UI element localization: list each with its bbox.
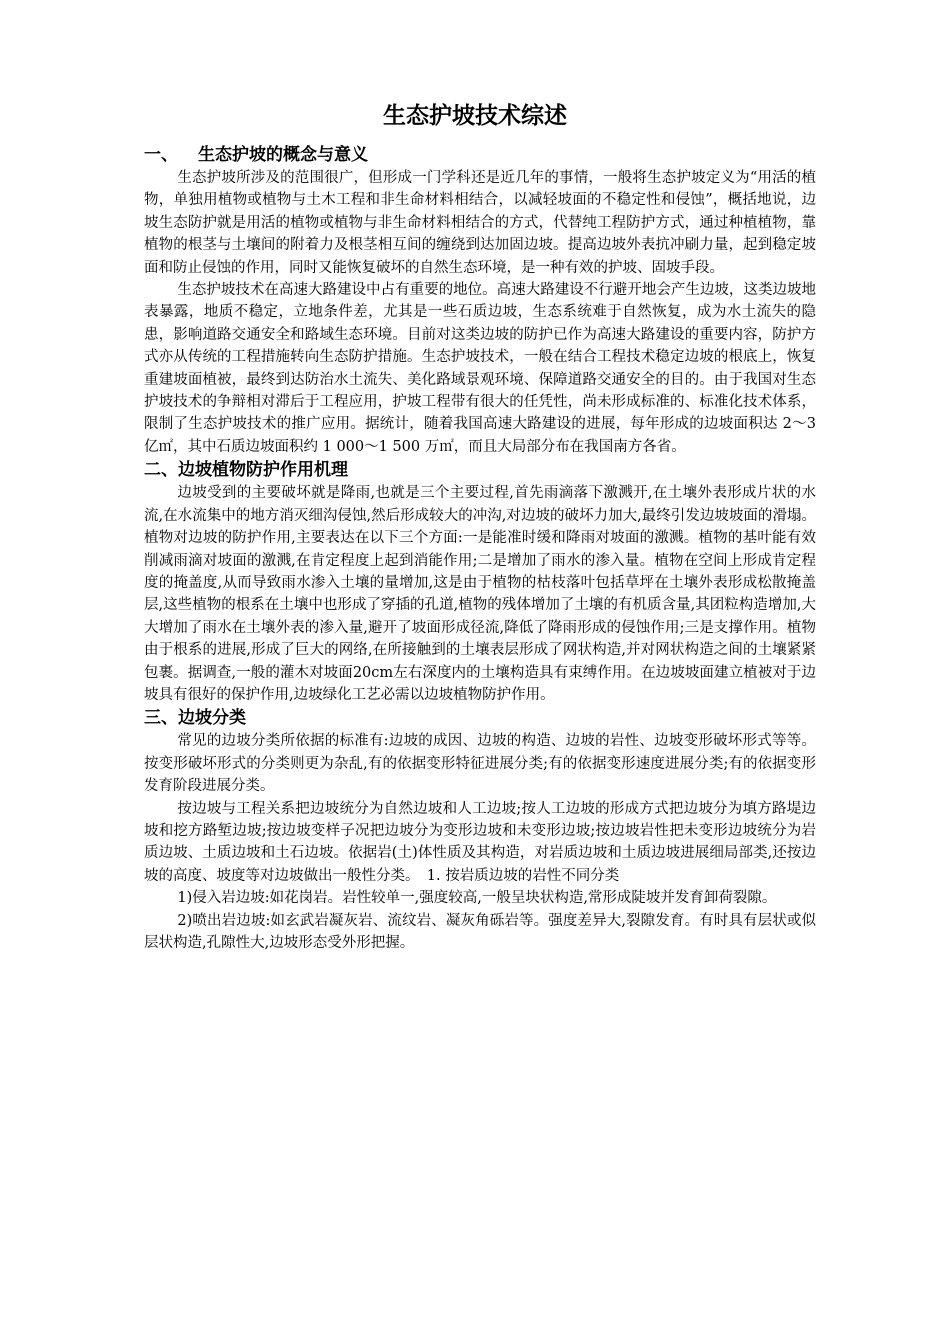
paragraph: 生态护坡所涉及的范围很广，但形成一门学科还是近几年的事情，一般将生态护坡定义为“用活的植物，单独用植物或植物与土木工程和非生命材料相结合，以减轻坡面的不稳定性和侵蚀”，概括地说，边坡生态防护就是用活的植物或植物与非生命材料相结合的方式，代替纯工程防护方式，通过种植植物，靠植物的根茎与土壤间的附着力及根茎相互间的缠绕到达加固边坡。提高边坡外表抗冲刷力量，起到稳定坡面和防止侵蚀的作用，同时又能恢复破坏的自然生态环境，是一种有效的护坡、固坡手段。	[144, 170, 816, 276]
paragraph: 常见的边坡分类所依据的标准有:边坡的成因、边坡的构造、边坡的岩性、边坡变形破坏形式等等。按变形破坏形式的分类则更为杂乱,有的依据变形特征进展分类;有的依据变形速度进展分类;有的依据变形发育阶段进展分类。	[144, 733, 816, 795]
paragraph: 生态护坡技术在高速大路建设中占有重要的地位。高速大路建设不行避开地会产生边坡，这类边坡地表暴露，地质不稳定，立地条件差，尤其是一些石质边坡，生态系统难于自然恢复，成为水土流失的隐患，影响道路交通安全和路域生态环境。目前对这类边坡的防护已作为高速大路建设的重要内容，防护方式亦从传统的工程措施转向生态防护措施。生态护坡技术，一般在结合工程技术稳定边坡的根底上，恢复重建坡面植被，最终到达防治水土流失、美化路域景观环境、保障道路交通安全的目的。由于我国对生态护坡技术的争辩相对滞后于工程应用，护坡工程带有很大的任凭性，尚未形成标准的、标准化技术体系，限制了生态护坡技术的推广应用。据统计，随着我国高速大路建设的进展，每年形成的边坡面积达 2～3 亿㎡，其中石质边坡面积约 1 000～1 500 万㎡，而且大局部分布在我国南方各省。	[144, 282, 816, 455]
paragraph: 按边坡与工程关系把边坡统分为自然边坡和人工边坡;按人工边坡的形成方式把边坡分为填方路堤边坡和挖方路堑边坡;按边坡变样子况把边坡分为变形边坡和未变形边坡;按边坡岩性把未变形边坡统分为岩质边坡、土质边坡和土石边坡。依据岩(土)体性质及其构造，对岩质边坡和土质边坡进展细局部类,还按边坡的高度、坡度等对边坡做出一般性分类。 1. 按岩质边坡的岩性不同分类	[144, 800, 816, 884]
section-number: 二、	[144, 460, 178, 481]
section-number: 一、	[144, 145, 178, 165]
section-concept	[144, 143, 816, 458]
paragraph: 1)侵入岩边坡:如花岗岩。岩性较单一,强度较高,一般呈块状构造,常形成陡坡并发育卸荷裂隙。	[177, 890, 777, 907]
document-title: 生态护坡技术综述	[383, 103, 567, 129]
section-classification	[144, 706, 816, 954]
paragraph: 边坡受到的主要破坏就是降雨,也就是三个主要过程,首先雨滴落下激溅开,在土壤外表形成片状的水流,在水流集中的地方消灭细沟侵蚀,然后形成较大的冲沟,对边坡的破坏力加大,最终引发边坡坡面的滑塌。植物对边坡的防护作用,主要表达在以下三个方面:一是能准时缓和降雨对坡面的激溅。植物的基叶能有效削减雨滴对坡面的激溅,在肯定程度上起到消能作用;二是增加了雨水的渗入量。植物在空间上形成肯定程度的掩盖度,从而导致雨水渗入土壤的量增加,这是由于植物的枯枝落叶包括草坪在土壤外表形成松散掩盖层,这些植物的根系在土壤中也形成了穿插的孔道,植物的残体增加了土壤的有机质含量,其团粒构造增加,大大增加了雨水在土壤外表的渗入量,避开了坡面形成径流,降低了降雨形成的侵蚀作用;三是支撑作用。植物由于根系的进展,形成了巨大的网络,在所接触到的土壤表层形成了网状构造,并对网状构造之间的土壤紧紧包裹。据调查,一般的灌木对坡面20cm左右深度内的土壤构造具有束缚作用。在边坡坡面建立植被对于边坡具有很好的保护作用,边坡绿化工艺必需以边坡植物防护作用。	[144, 485, 816, 703]
section-mechanism	[144, 458, 816, 706]
section-heading	[144, 706, 816, 730]
section-heading-text: 生态护坡的概念与意义	[198, 145, 368, 165]
paragraph: 2)喷出岩边坡:如玄武岩凝灰岩、流纹岩、凝灰角砾岩等。强度差异大,裂隙发育。有时具有层状或似层状构造,孔隙性大,边坡形态受外形把握。	[144, 912, 816, 951]
section-heading-text: 边坡植物防护作用机理	[178, 460, 348, 481]
section-heading-text: 边坡分类	[178, 708, 246, 729]
document-body	[144, 143, 816, 954]
section-heading	[144, 143, 816, 167]
section-number: 三、	[144, 708, 178, 729]
section-heading	[144, 458, 816, 482]
